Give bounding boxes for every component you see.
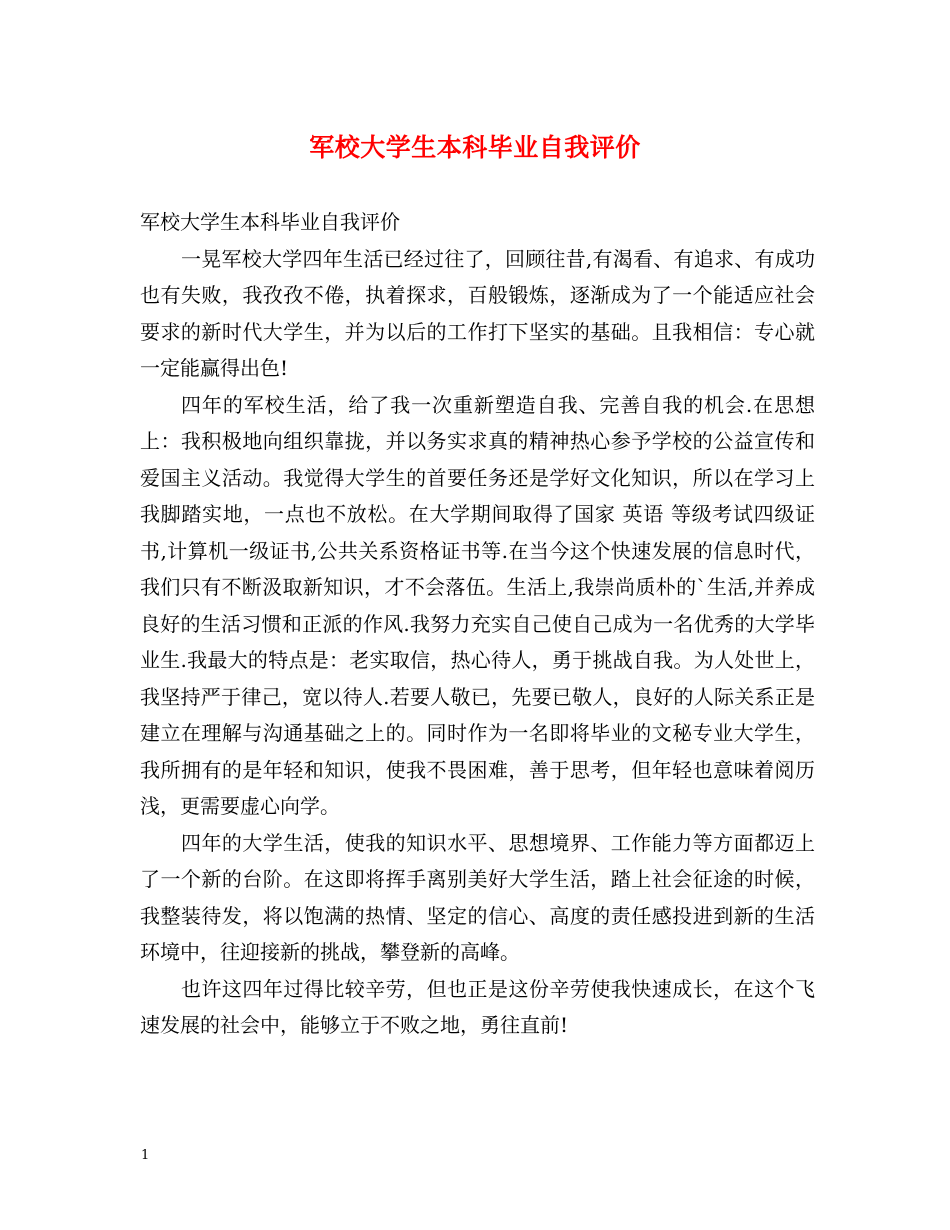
paragraph-3: 四年的大学生活，使我的知识水平、思想境界、工作能力等方面都迈上了一个新的台阶。在这即将挥手离别美好大学生活，踏上社会征途的时候，我整装待发，将以饱满的热情、坚定的信心、高度的责任感投进到新的生活环境中，往迎接新的挑战，攀登新的高峰。 xyxy=(140,830,815,964)
paragraph-2: 四年的军校生活，给了我一次重新塑造自我、完善自我的机会.在思想上：我积极地向组织靠拢，并以务实求真的精神热心参予学校的公益宣传和爱国主义活动。我觉得大学生的首要任务还是学好文化知识，所以在学习上我脚踏实地，一点也不放松。在大学期间取得了国家 英语 等级考试四级证书,计算机一级证书,公共关系资格证书等.在当今这个快速发展的信息时代，我们只有不断汲取新知识，才不会落伍。生活上,我崇尚质朴的`生活,并养成良好的生活习惯和正派的作风.我努力充实自己使自己成为一名优秀的大学毕业生.我最大的特点是：老实取信，热心待人，勇于挑战自我。为人处世上，我坚持严于律己，宽以待人.若要人敬已，先要已敬人，良好的人际关系正是建立在理解与沟通基础之上的。同时作为一名即将毕业的文秘专业大学生，我所拥有的是年轻和知识，使我不畏困难，善于思考，但年轻也意味着阅历浅，更需要虚心向学。 xyxy=(140,392,815,818)
document-title: 军校大学生本科毕业自我评价 xyxy=(309,133,641,162)
document-subtitle: 军校大学生本科毕业自我评价 xyxy=(140,210,400,234)
document-body xyxy=(140,204,815,1044)
page-number: 1 xyxy=(141,1148,150,1163)
paragraph-1: 一晃军校大学四年生活已经过往了，回顾往昔,有渴看、有追求、有成功也有失败，我孜孜不倦，执着探求，百般锻炼，逐渐成为了一个能适应社会要求的新时代大学生，并为以后的工作打下坚实的基础。且我相信：专心就一定能赢得出色! xyxy=(140,246,815,380)
paragraph-4: 也许这四年过得比较辛劳，但也正是这份辛劳使我快速成长，在这个飞速发展的社会中，能够立于不败之地，勇往直前! xyxy=(140,976,815,1037)
